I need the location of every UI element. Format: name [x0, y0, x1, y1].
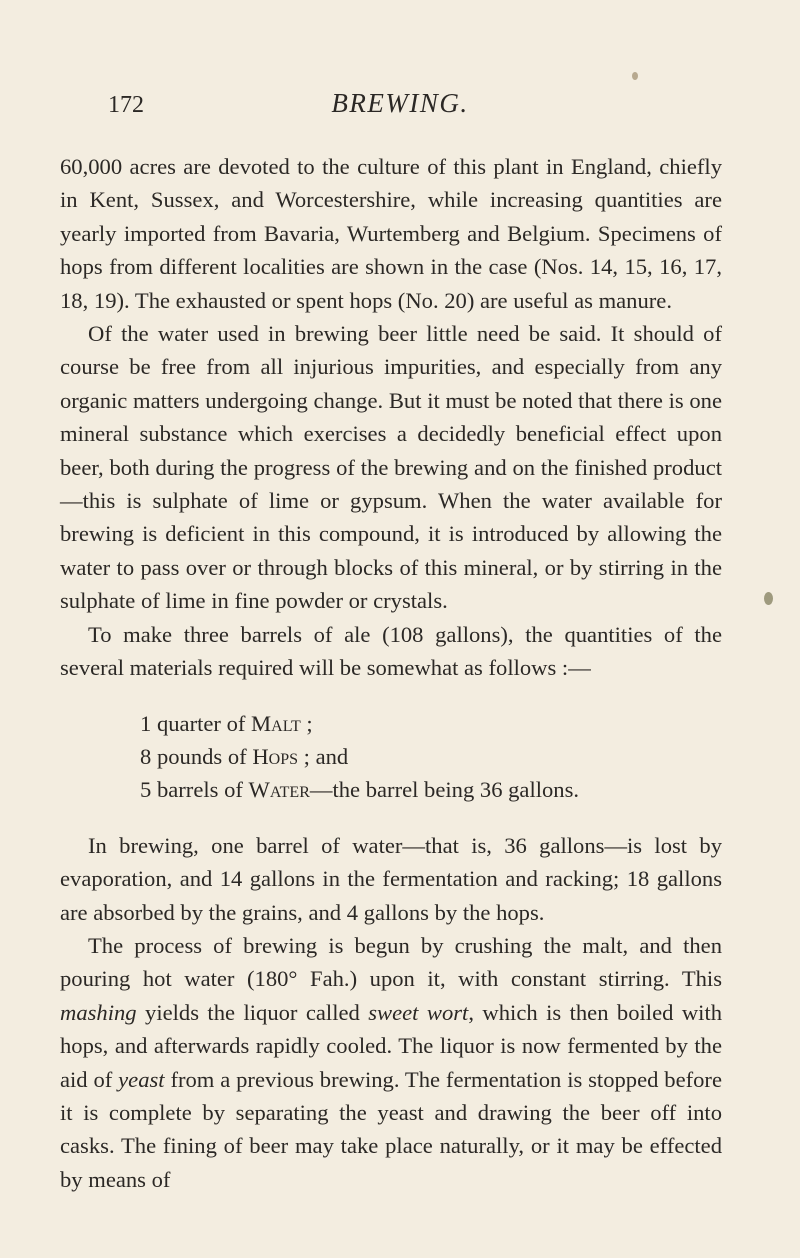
page-header: [0, 88, 800, 128]
paragraph-water: Of the water used in brewing beer little need be said. It should of course be free from all injurious impurities, and especially from any organic matters undergoing change. But it must be noted that there is one mineral substance which exercises a decidedly beneficial effect upon beer, both during the progress of the brewing and on the finished product—this is sulphate of lime or gypsum. When the water available for brewing is deficient in this compound, it is introduced by allowing the water to pass over or through blocks of this mineral, or by stirring in the sulphate of lime in fine powder or crystals.: [60, 321, 722, 614]
term-yeast: yeast: [118, 1066, 165, 1092]
paragraph-quantities: To make three barrels of ale (108 gallons), the quantities of the several materials required will be somewhat as follows :—: [60, 621, 722, 681]
paragraph-hops-culture: 60,000 acres are devoted to the culture of this plant in England, chiefly in Kent, Sussex, and Worcestershire, while increasing quantities are yearly imported from Bavaria, Wurtemberg and Belgium. Specimens of hops from different localities are shown in the case (Nos. 14, 15, 16, 17, 18, 19). The exhausted or spent hops (No. 20) are useful as manure.: [60, 154, 722, 313]
paper-speck: [764, 592, 773, 605]
body-text: [60, 150, 722, 1196]
recipe-item-malt: 1 quarter of Malt ;: [140, 710, 313, 736]
page-number: 172: [108, 92, 144, 118]
recipe-item-hops: 8 pounds of Hops ; and: [140, 743, 349, 769]
recipe-item-water: 5 barrels of Water—the barrel being 36 gallons.: [140, 777, 580, 803]
term-mashing: mashing: [60, 999, 137, 1025]
recipe-list: [140, 707, 722, 807]
paper-speck: [632, 72, 638, 80]
paragraph-process: The process of brewing is begun by crushing the malt, and then pouring hot water (180° Fah.) upon it, with constant stirring. This mashing yields the liquor called sweet wort, which is then boiled with hops, and afterwards rapidly cooled. The liquor is now fermented by the aid of yeast from a previous brewing. The fermentation is stopped before it is complete by separating the yeast and drawing the beer off into casks. The fining of beer may take place naturally, or it may be effected by means of: [60, 932, 723, 1192]
paragraph-losses: In brewing, one barrel of water—that is, 36 gallons—is lost by evaporation, and 14 gallons in the fermentation and racking; 18 gallons are absorbed by the grains, and 4 gallons by the hops.: [60, 832, 722, 925]
term-sweet-wort: sweet wort: [368, 999, 469, 1025]
running-head: BREWING.: [331, 88, 469, 118]
